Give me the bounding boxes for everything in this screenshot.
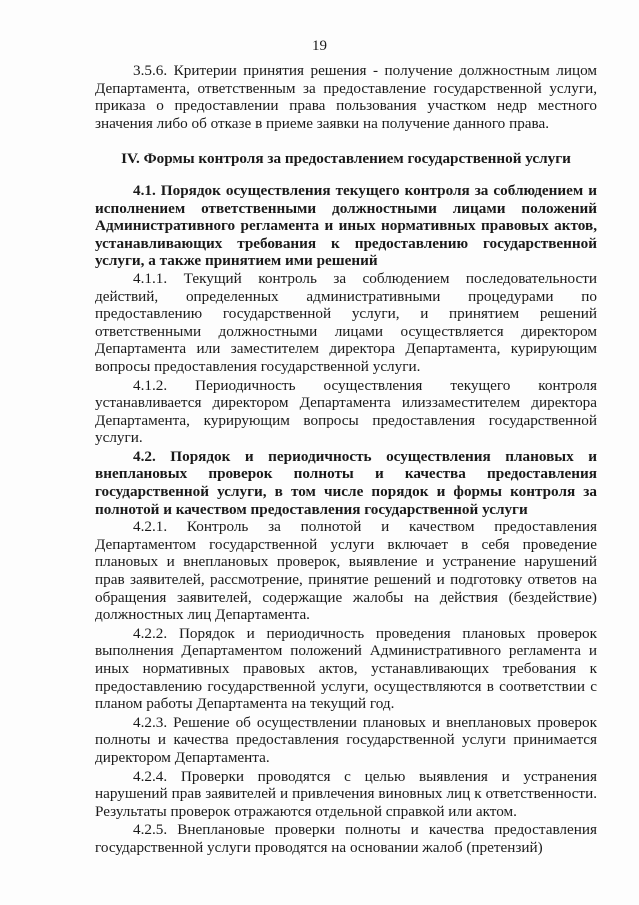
- heading-4-1: 4.1. Порядок осуществления текущего контроля за соблюдением и исполнением ответственными должностными лицами положений Административного регламента и иных нормативных правовых актов, устанавливающих требования к предоставлению государственной услуги, а также принятием ими решений: [95, 181, 597, 270]
- paragraph-4-1-2: 4.1.2. Периодичность осуществления текущего контроля устанавливается директором Департамента илиззаместителем директора Департамента, курирующим вопросы предоставления государственной услуги.: [95, 376, 597, 447]
- paragraph-4-2-2: 4.2.2. Порядок и периодичность проведения плановых проверок выполнения Департаментом положений Административного регламента и иных нормативных правовых актов, устанавливающих требования к предоставлению государственной услуги, осуществляются в соответствии с планом работы Департамента на текущий год.: [95, 624, 597, 713]
- heading-4-2: 4.2. Порядок и периодичность осуществления плановых и внеплановых проверок полноты и качества предоставления государственной услуги, в том числе порядок и формы контроля за полнотой и качеством предоставления государственной услуги: [95, 447, 597, 518]
- document-body: [95, 62, 597, 857]
- page-number: 19: [312, 38, 327, 54]
- paragraph-4-2-5: 4.2.5. Внеплановые проверки полноты и качества предоставления государственной услуги проводятся на основании жалоб (претензий): [95, 821, 597, 856]
- section-iv-heading: IV. Формы контроля за предоставлением государственной услуги: [121, 150, 571, 168]
- paragraph-4-2-1: 4.2.1. Контроль за полнотой и качеством предоставления Департаментом государственной услуги включает в себя проведение плановых и внеплановых проверок, выявление и устранение нарушений прав заявителей, рассмотрение, принятие решений и подготовку ответов на обращения заявителей, содержащие жалобы на действия (бездействие) должностных лиц Департамента.: [95, 518, 597, 624]
- paragraph-4-2-3: 4.2.3. Решение об осуществлении плановых и внеплановых проверок полноты и качества предоставления государственной услуги принимается директором Департамента.: [95, 713, 597, 766]
- paragraph-3-5-6: 3.5.6. Критерии принятия решения - получение должностным лицом Департамента, ответственным за предоставление государственной услуги, приказа о предоставлении права пользования участком недр местного значения либо об отказе в приеме заявки на получение данного права.: [95, 62, 597, 132]
- paragraph-4-1-1: 4.1.1. Текущий контроль за соблюдением последовательности действий, определенных административными процедурами по предоставлению государственной услуги, и принятием решений ответственными должностными лицами осуществляется директором Департамента или заместителем директора Департамента, курирующим вопросы предоставления государственной услуги.: [95, 269, 597, 375]
- paragraph-4-2-4: 4.2.4. Проверки проводятся с целью выявления и устранения нарушений прав заявителей и привлечения виновных лиц к ответственности. Результаты проверок отражаются отдельной справкой или актом.: [95, 767, 597, 820]
